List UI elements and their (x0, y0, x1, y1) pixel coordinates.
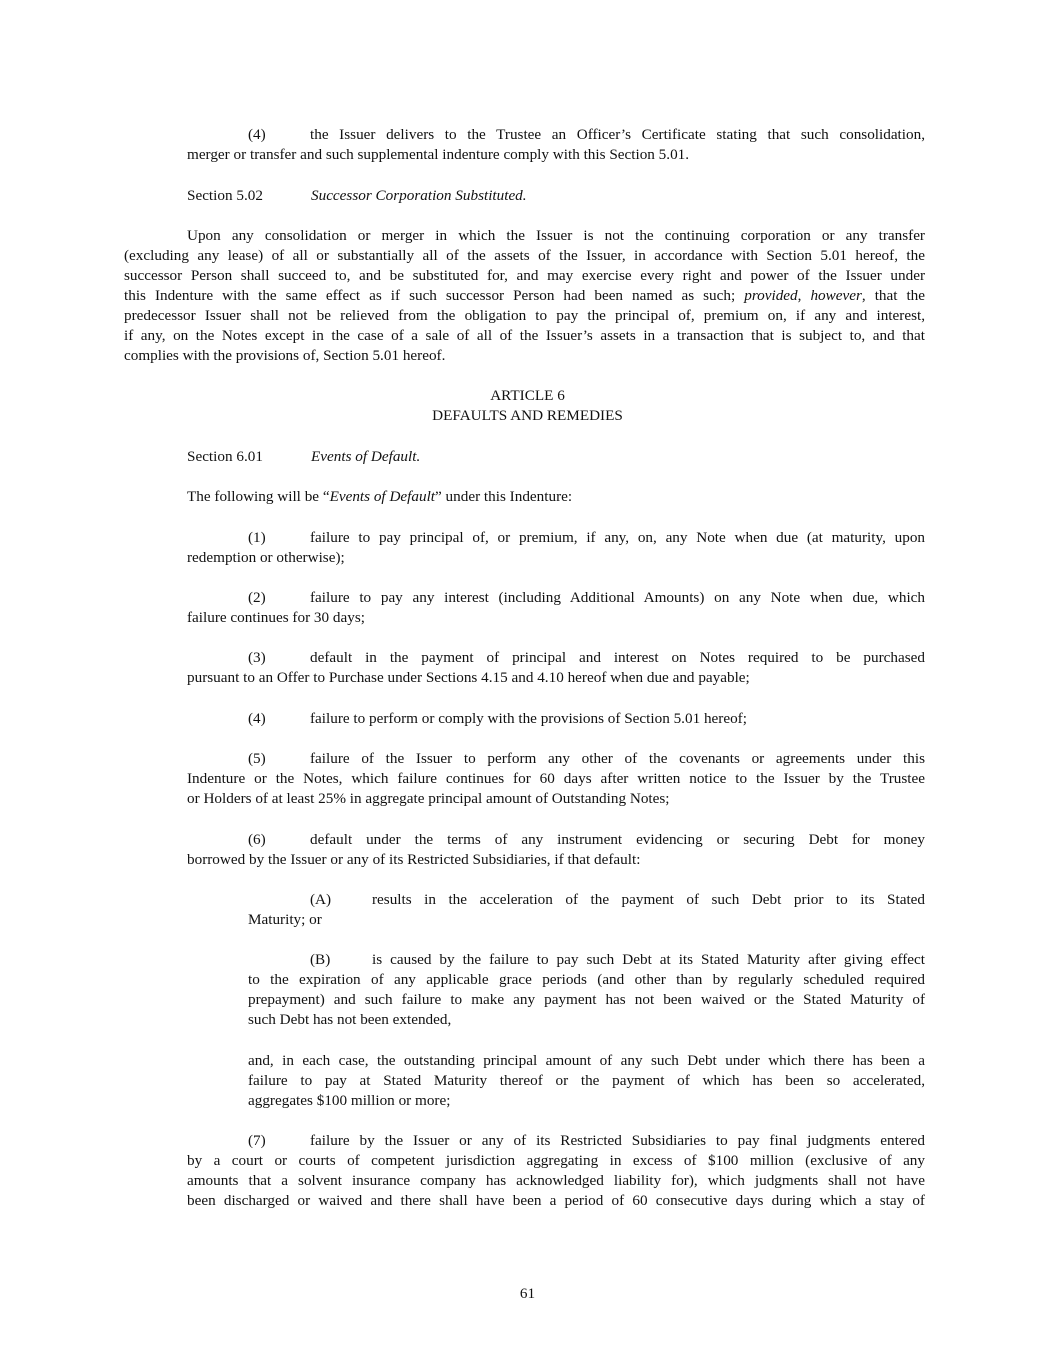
event-5: (5) failure of the Issuer to perform any other of the covenants or agreements under this Indenture or the Notes, which failure continues for 60 days after written notice to the Issuer by the Trustee or Holders of at least 25% in aggregate principal amount of Outstanding Notes; (187, 750, 925, 807)
clause-number: (7) (248, 1132, 266, 1149)
article-heading (0, 386, 1055, 426)
clause-number: (1) (248, 529, 266, 546)
body-line: this Indenture with the same effect as if such successor Person had been named as such; provided, however, that the (124, 287, 925, 304)
event-1: (1) failure to pay principal of, or premium, if any, on, any Note when due (at maturity, upon redemption or otherwise); (187, 529, 925, 566)
event-3: (3) default in the payment of principal and interest on Notes required to be purchased pursuant to an Offer to Purchase under Sections 4.15 and 4.10 hereof when due and payable; (187, 649, 925, 686)
body-line: if any, on the Notes except in the case of a sale of all of the Issuer’s assets in a transaction that is subject to, and that (124, 327, 925, 344)
clause-4-prior (187, 125, 925, 165)
body-line: (excluding any lease) of all or substantially all of the assets of the Issuer, in accordance with Section 5.01 hereof, the (124, 247, 925, 264)
event-6: (6) default under the terms of any instrument evidencing or securing Debt for money borrowed by the Issuer or any of its Restricted Subsidiaries, if that default: (187, 831, 925, 868)
article-number: ARTICLE 6 (490, 387, 565, 404)
event-6-a: (A) results in the acceleration of the payment of such Debt prior to its Stated Maturity; or (248, 891, 925, 928)
clause-line: merger or transfer and such supplemental indenture comply with this Section 5.01. (187, 146, 690, 163)
body-line: predecessor Issuer shall not be relieved from the obligation to pay the principal of, premium on, if any and interest, (124, 307, 925, 324)
page-number: 61 (519, 1285, 536, 1302)
clause-number: (A) (310, 891, 332, 908)
event-4: (4) failure to perform or comply with the provisions of Section 5.01 hereof; (248, 710, 747, 727)
clause-number: (2) (248, 589, 266, 606)
body-line: successor Person shall succeed to, and be substituted for, and may exercise every right and power of the Issuer under (124, 267, 925, 284)
section-heading-502 (187, 186, 925, 206)
body-line: complies with the provisions of, Section 5.01 hereof. (124, 347, 446, 364)
clause-line: (4) the Issuer delivers to the Trustee an Officer’s Certificate stating that such consolidation, (248, 126, 925, 143)
clause-number: (6) (248, 831, 266, 848)
clause-number: (3) (248, 649, 266, 666)
clause-number: (4) (248, 126, 266, 143)
section-502-body (124, 226, 925, 366)
clause-number: (4) (248, 710, 266, 727)
body-line: Upon any consolidation or merger in which the Issuer is not the continuing corporation or any transfer (187, 227, 925, 244)
section-number: Section 6.01 (187, 448, 263, 465)
event-6-b: (B) is caused by the failure to pay such Debt at its Stated Maturity after giving effect to the expiration of any applicable grace periods (and other than by regularly scheduled required prepayment) and such failure to make any payment has not been waived or the Stated Maturity of such Debt has not been extended, (248, 951, 925, 1028)
section-title: Successor Corporation Substituted. (311, 187, 527, 204)
event-2: (2) failure to pay any interest (including Additional Amounts) on any Note when due, which failure continues for 30 days; (187, 589, 925, 626)
section-number: Section 5.02 (187, 187, 263, 204)
event-7: (7) failure by the Issuer or any of its Restricted Subsidiaries to pay final judgments entered by a court or courts of competent jurisdiction aggregating in excess of $100 million (exclusive of any amounts that a solvent insurance company has acknowledged liability for), which judgments shall not have been discharged or waived and there shall have been a period of 60 consecutive days during which a stay of (187, 1132, 925, 1209)
clause-number: (B) (310, 951, 331, 968)
event-6-tail: and, in each case, the outstanding principal amount of any such Debt under which there has been a failure to pay at Stated Maturity thereof or the payment of which has been so accelerated, aggregates $100 million or more; (248, 1052, 925, 1109)
clause-number: (5) (248, 750, 266, 767)
article-title: DEFAULTS AND REMEDIES (432, 407, 623, 424)
section-heading-601 (187, 447, 925, 467)
events-intro: The following will be “Events of Default” under this Indenture: (187, 488, 573, 505)
section-title: Events of Default. (311, 448, 421, 465)
